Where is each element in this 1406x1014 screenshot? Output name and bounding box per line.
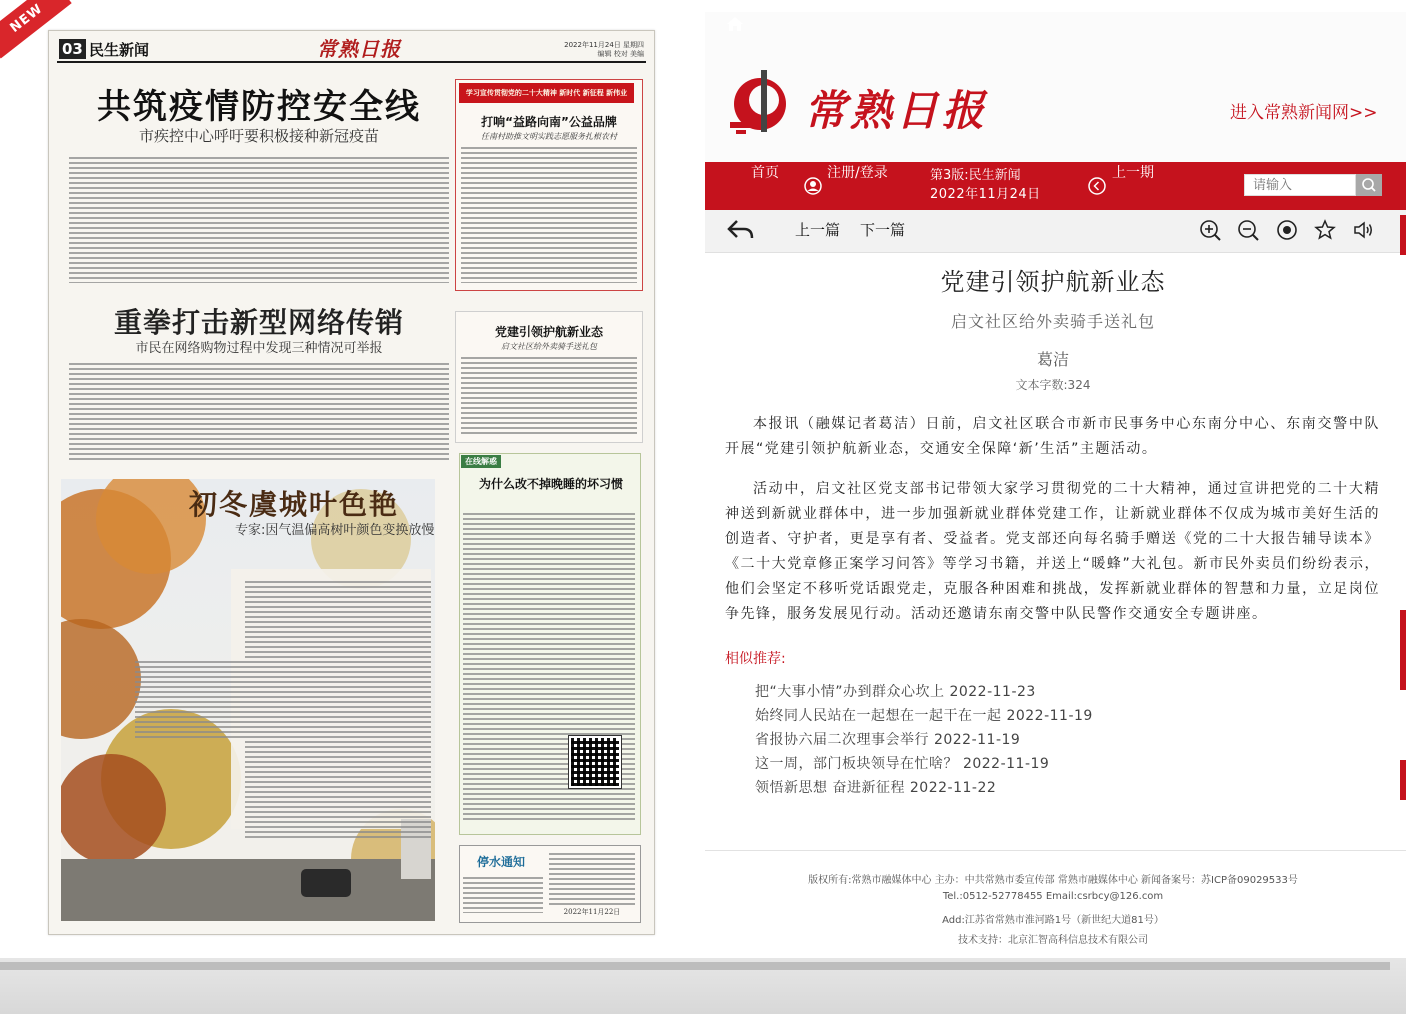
article-title: 党建引领护航新业态 <box>940 268 1166 296</box>
notice-title: 停水通知 <box>476 855 525 869</box>
site-logo-icon[interactable] <box>726 66 798 138</box>
reset-icon[interactable] <box>1276 219 1298 241</box>
page-number: 03 <box>59 39 86 59</box>
notice-text <box>463 877 543 913</box>
health-headline[interactable]: 为什么改不掉晚睡的坏习惯 <box>478 477 623 491</box>
search-input[interactable] <box>1244 174 1356 196</box>
notice-date: 2022年11月22日 <box>563 908 621 916</box>
article-text-block <box>461 147 637 283</box>
paper-date: 2022年11月24日 星期四 编辑 校对 美编 <box>564 41 644 58</box>
related-item[interactable]: 这一周，部门板块领导在忙啥？ 2022-11-19 <box>755 756 1050 772</box>
edge-tab <box>1400 610 1406 690</box>
paper-masthead: 常熟日报 <box>317 37 401 61</box>
search-icon[interactable] <box>1356 174 1382 196</box>
health-tag: 在线解惑 <box>461 455 501 468</box>
photo-caption-text <box>245 581 431 841</box>
header-rule <box>57 61 646 63</box>
star-icon[interactable] <box>1314 219 1336 241</box>
side-subhead-1: 任南村助推文明实践志愿服务扎根农村 <box>481 132 617 141</box>
user-icon[interactable] <box>804 177 822 195</box>
article-author: 葛洁 <box>1036 350 1069 369</box>
footer-tech-support: 技术支持：北京汇智高科信息技术有限公司 <box>958 935 1148 946</box>
speaker-icon[interactable] <box>1352 219 1374 241</box>
article-text-block <box>69 363 449 463</box>
footer-contact: Tel.:0512-52778455 Email:csrbcy@126.com <box>942 891 1164 902</box>
next-article-link[interactable]: 下一篇 <box>860 221 906 239</box>
footer-address: Add:江苏省常熟市淮河路1号（新世纪大道81号） <box>942 915 1164 926</box>
side-banner: 学习宣传贯彻党的二十大精神 新时代 新征程 新伟业 <box>459 83 634 103</box>
article-text-block <box>69 157 449 283</box>
prev-article-link[interactable]: 上一篇 <box>795 221 841 239</box>
nav-prev-issue[interactable]: 上一期 <box>1112 165 1154 181</box>
article-subtitle: 启文社区给外卖骑手送礼包 <box>950 312 1155 331</box>
edition-info[interactable] <box>930 166 1041 204</box>
photo-subhead: 专家:因气温偏高树叶颜色变换放慢 <box>235 523 435 538</box>
article-text-block <box>461 357 637 435</box>
headline-pyramid[interactable]: 重拳打击新型网络传销 <box>113 306 404 339</box>
side-subhead-2: 启文社区给外卖骑手送礼包 <box>501 342 597 351</box>
enter-news-site-link[interactable]: 进入常熟新闻网>> <box>1230 103 1378 123</box>
headline-epidemic[interactable]: 共筑疫情防控安全线 <box>97 87 421 127</box>
side-headline-1[interactable]: 打响“益路向南”公益品牌 <box>481 115 617 129</box>
subhead-epidemic: 市疾控中心呼吁要积极接种新冠疫苗 <box>138 127 379 145</box>
footer-copyright: 版权所有:常熟市融媒体中心 主办：中共常熟市委宣传部 常熟市融媒体中心 新闻备案号：苏ICP备09029533号 <box>808 875 1298 886</box>
subhead-pyramid: 市民在网络购物过程中发现三种情况可举报 <box>135 341 383 356</box>
photo-caption-text <box>135 661 245 741</box>
zoom-in-icon[interactable] <box>1199 219 1221 241</box>
section-name: 民生新闻 <box>89 41 150 59</box>
edition-name: 第3版:民生新闻 <box>930 168 1021 183</box>
back-arrow-icon[interactable] <box>726 218 754 242</box>
edge-tab <box>1400 215 1406 255</box>
related-item[interactable]: 把“大事小情”办到群众心坎上 2022-11-23 <box>755 684 1036 700</box>
side-headline-2[interactable]: 党建引领护航新业态 <box>494 325 603 339</box>
photo-headline[interactable]: 初冬虞城叶色艳 <box>189 488 400 521</box>
related-item[interactable]: 领悟新思想 奋进新征程 2022-11-22 <box>755 780 997 796</box>
article-word-count: 文本字数:324 <box>1015 378 1091 392</box>
edition-date: 2022年11月24日 <box>930 187 1041 202</box>
newspaper-page-image[interactable] <box>48 30 655 935</box>
notice-text <box>549 853 635 905</box>
site-logo-text[interactable]: 常熟日报 <box>804 86 989 135</box>
new-badge: NEW <box>0 0 72 59</box>
related-item[interactable]: 始终同人民站在一起想在一起干在一起 2022-11-19 <box>755 708 1093 724</box>
nav-home[interactable]: 首页 <box>751 165 779 181</box>
related-heading: 相似推荐: <box>725 651 786 667</box>
home-icon[interactable] <box>726 15 744 33</box>
edge-tab <box>1400 760 1406 800</box>
article-paragraph-1: 本报讯（融媒记者葛洁）日前，启文社区联合市新市民事务中心东南分中心、东南交警中队开展“党建引领护航新业态，交通安全保障‘新’生活”主题活动。 <box>725 416 1380 457</box>
footer-divider <box>705 850 1406 851</box>
nav-login[interactable]: 注册/登录 <box>827 165 888 181</box>
qr-code <box>569 736 621 788</box>
zoom-out-icon[interactable] <box>1237 219 1259 241</box>
window-bottom-shadow <box>0 962 1390 970</box>
prev-circle-icon[interactable] <box>1088 177 1106 195</box>
related-item[interactable]: 省报协六届二次理事会举行 2022-11-19 <box>755 732 1021 748</box>
article-paragraph-2: 活动中，启文社区党支部书记带领大家学习贯彻党的二十大精神，通过宣讲把党的二十大精神送到新就业群体中，进一步加强新就业群体党建工作，让新就业群体不仅成为城市美好生活的创造者、守护者，更是享有者、受益者。党支部还向每名骑手赠送《党的二十大报告辅导读本》《二十大党章修正案学习问答》等学习书籍，并送上“暖蜂”大礼包。新市民外卖员们纷纷表示，他们会坚定不移听党话跟党走，克服各种困难和挑战，发挥新就业群体的智慧和力量，立足岗位争先锋，服务发展见行动。活动还邀请东南交警中队民警作交通安全专题讲座。 <box>725 481 1380 622</box>
